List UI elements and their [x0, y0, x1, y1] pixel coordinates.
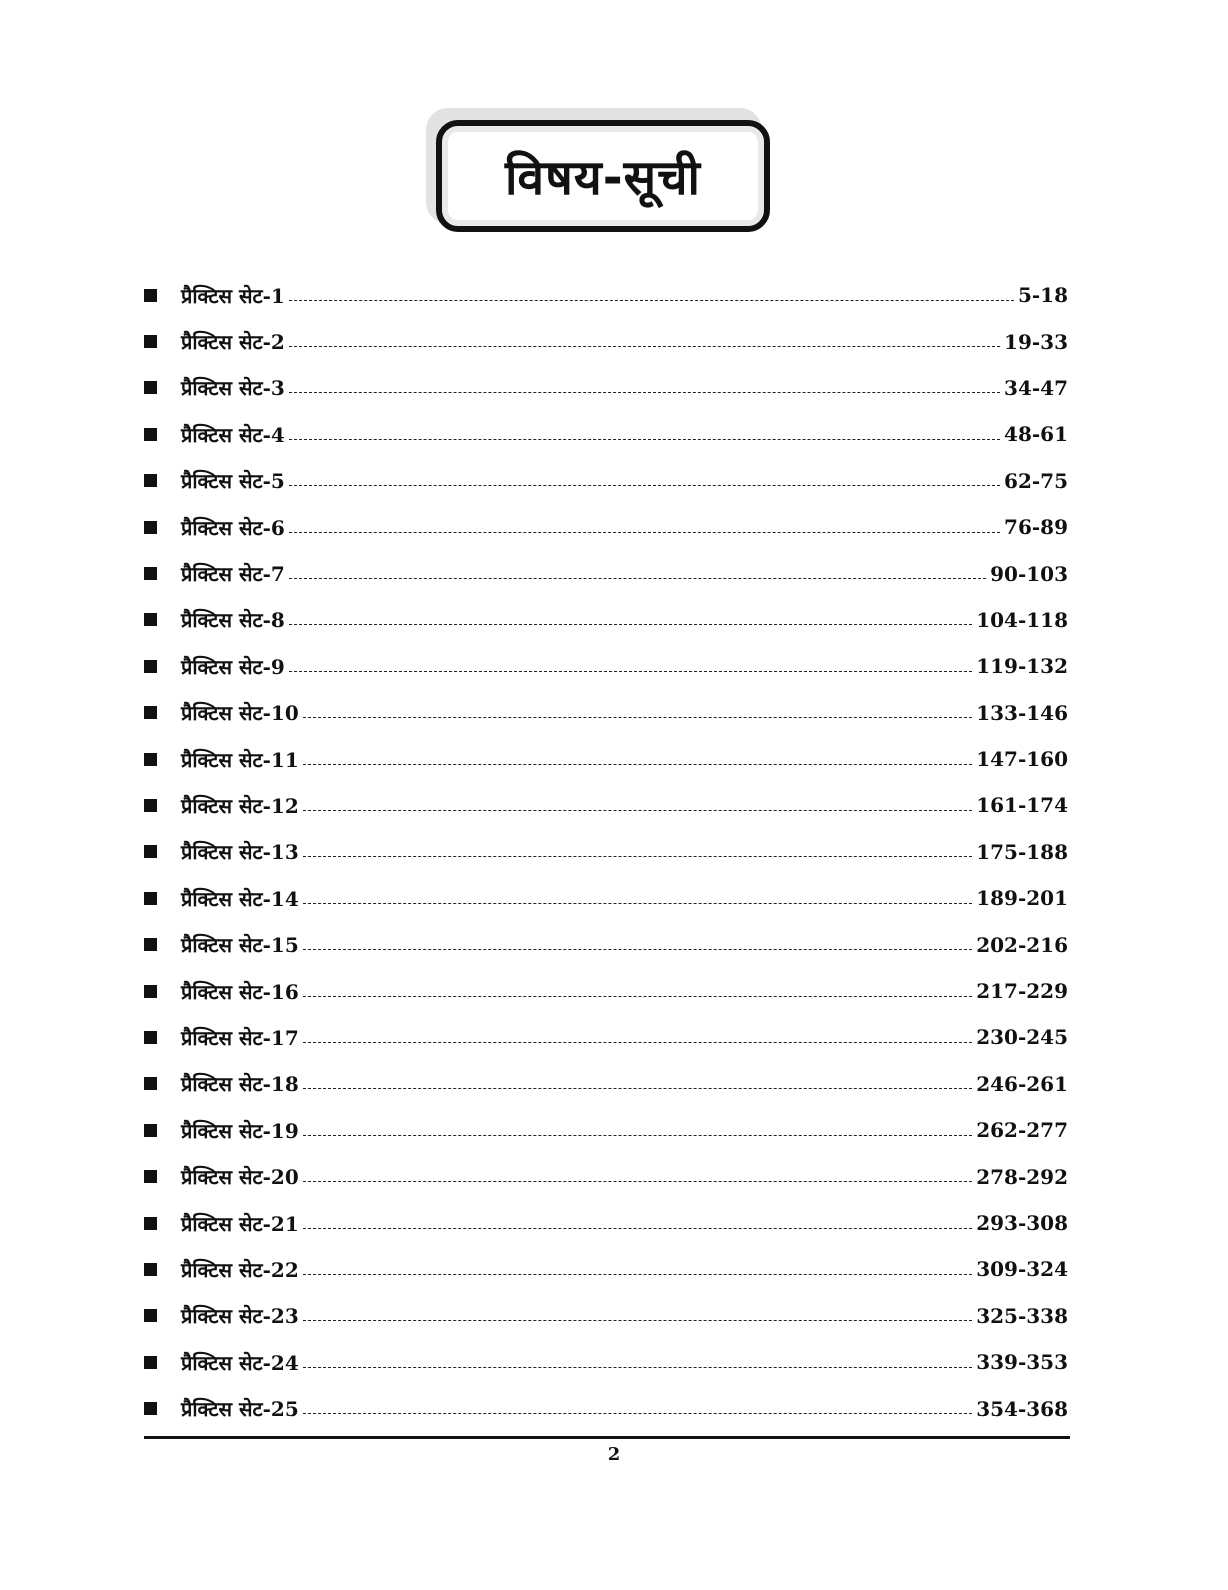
- toc-entry[interactable]: [144, 1200, 1068, 1246]
- toc-entry[interactable]: [144, 318, 1068, 364]
- toc-entry[interactable]: [144, 829, 1068, 875]
- toc-entry[interactable]: [144, 736, 1068, 782]
- dot-leader: [289, 300, 1014, 301]
- dot-leader: [289, 624, 972, 625]
- toc-entry-pages: 175-188: [976, 839, 1068, 864]
- dot-leader: [289, 578, 986, 579]
- toc-entry-pages: 293-308: [976, 1211, 1068, 1235]
- toc-entry-pages: 119-132: [976, 654, 1068, 679]
- toc-entry[interactable]: [144, 1153, 1068, 1199]
- dot-leader: [303, 1274, 972, 1275]
- dot-leader: [303, 949, 972, 950]
- square-bullet-icon: [144, 1309, 157, 1322]
- toc-entry-pages: 133-146: [976, 700, 1068, 725]
- dot-leader: [303, 717, 972, 718]
- dot-leader: [303, 996, 972, 997]
- dot-leader: [289, 392, 1000, 393]
- toc-entry[interactable]: [144, 1014, 1068, 1060]
- toc-entry-pages: 354-368: [976, 1396, 1068, 1421]
- toc-entry-label: प्रैक्टिस सेट-19: [181, 1118, 299, 1143]
- square-bullet-icon: [144, 1077, 157, 1090]
- toc-entry-pages: 104-118: [976, 607, 1068, 632]
- square-bullet-icon: [144, 613, 157, 626]
- toc-entry[interactable]: [144, 1061, 1068, 1107]
- square-bullet-icon: [144, 938, 157, 951]
- toc-entry-label: प्रैक्टिस सेट-7: [181, 562, 285, 587]
- toc-entry[interactable]: [144, 1385, 1068, 1431]
- page-number: 2: [607, 1444, 621, 1465]
- dot-leader: [289, 671, 972, 672]
- toc-entry[interactable]: [144, 365, 1068, 411]
- toc-entry-label: प्रैक्टिस सेट-3: [181, 376, 285, 401]
- toc-entry-label: प्रैक्टिस सेट-11: [181, 747, 299, 772]
- toc-entry-label: प्रैक्टिस सेट-13: [181, 840, 299, 865]
- square-bullet-icon: [144, 753, 157, 766]
- toc-entry-label: प्रैक्टिस सेट-23: [181, 1304, 299, 1329]
- toc-entry-label: प्रैक्टिस सेट-2: [181, 330, 285, 355]
- toc-entry-label: प्रैक्टिस सेट-1: [181, 283, 285, 308]
- toc-entry-pages: 48-61: [1004, 422, 1068, 447]
- toc-entry-pages: 339-353: [976, 1350, 1068, 1375]
- toc-entry[interactable]: [144, 643, 1068, 689]
- dot-leader: [303, 1088, 972, 1089]
- page-title: विषय-सूची: [505, 149, 701, 206]
- toc-entry-pages: 278-292: [976, 1164, 1068, 1189]
- toc-entry-pages: 246-261: [976, 1071, 1068, 1096]
- square-bullet-icon: [144, 1263, 157, 1276]
- toc-entry[interactable]: [144, 1107, 1068, 1153]
- toc-entry-label: प्रैक्टिस सेट-16: [181, 979, 299, 1004]
- table-of-contents: [144, 272, 1068, 1432]
- dot-leader: [303, 1135, 972, 1136]
- toc-entry[interactable]: [144, 1246, 1068, 1292]
- toc-entry-label: प्रैक्टिस सेट-9: [181, 654, 285, 679]
- toc-entry-label: प्रैक्टिस सेट-5: [181, 469, 285, 494]
- toc-entry[interactable]: [144, 921, 1068, 967]
- square-bullet-icon: [144, 521, 157, 534]
- toc-entry-pages: 147-160: [976, 747, 1068, 772]
- toc-entry-pages: 19-33: [1004, 329, 1068, 354]
- toc-entry-pages: 62-75: [1004, 468, 1068, 493]
- toc-entry-label: प्रैक्टिस सेट-8: [181, 608, 285, 633]
- square-bullet-icon: [144, 892, 157, 905]
- toc-entry[interactable]: [144, 968, 1068, 1014]
- toc-entry-pages: 325-338: [976, 1303, 1068, 1328]
- square-bullet-icon: [144, 799, 157, 812]
- toc-entry-label: प्रैक्टिस सेट-10: [181, 701, 299, 726]
- toc-entry[interactable]: [144, 504, 1068, 550]
- toc-entry[interactable]: [144, 1339, 1068, 1385]
- square-bullet-icon: [144, 1356, 157, 1369]
- toc-entry-pages: 76-89: [1004, 515, 1068, 540]
- square-bullet-icon: [144, 1031, 157, 1044]
- dot-leader: [289, 532, 1000, 533]
- dot-leader: [303, 903, 972, 904]
- title-banner: [426, 108, 778, 238]
- dot-leader: [303, 1181, 972, 1182]
- toc-entry-label: प्रैक्टिस सेट-21: [181, 1211, 299, 1236]
- toc-entry-label: प्रैक्टिस सेट-12: [181, 793, 299, 818]
- square-bullet-icon: [144, 381, 157, 394]
- toc-entry-pages: 161-174: [976, 793, 1068, 818]
- toc-entry-label: प्रैक्टिस सेट-18: [181, 1072, 299, 1097]
- dot-leader: [289, 485, 1000, 486]
- toc-entry-pages: 5-18: [1017, 283, 1068, 308]
- square-bullet-icon: [144, 706, 157, 719]
- footer-divider: [144, 1436, 1070, 1439]
- dot-leader: [289, 346, 1000, 347]
- toc-entry[interactable]: [144, 1293, 1068, 1339]
- square-bullet-icon: [144, 985, 157, 998]
- toc-entry-label: प्रैक्टिस सेट-15: [181, 933, 299, 958]
- square-bullet-icon: [144, 474, 157, 487]
- square-bullet-icon: [144, 1217, 157, 1230]
- toc-entry[interactable]: [144, 550, 1068, 596]
- dot-leader: [303, 1228, 972, 1229]
- square-bullet-icon: [144, 289, 157, 302]
- square-bullet-icon: [144, 335, 157, 348]
- toc-entry-pages: 189-201: [976, 886, 1068, 911]
- toc-entry-label: प्रैक्टिस सेट-17: [181, 1025, 299, 1050]
- toc-entry-pages: 90-103: [990, 561, 1068, 586]
- square-bullet-icon: [144, 567, 157, 580]
- dot-leader: [303, 810, 972, 811]
- title-box: [436, 120, 770, 232]
- toc-entry-pages: 309-324: [976, 1257, 1068, 1282]
- square-bullet-icon: [144, 845, 157, 858]
- toc-entry-pages: 262-277: [976, 1118, 1068, 1143]
- toc-entry[interactable]: [144, 782, 1068, 828]
- dot-leader: [303, 1320, 972, 1321]
- square-bullet-icon: [144, 428, 157, 441]
- toc-entry-pages: 217-229: [976, 979, 1068, 1004]
- dot-leader: [303, 856, 972, 857]
- toc-entry-label: प्रैक्टिस सेट-14: [181, 886, 299, 911]
- toc-entry-label: प्रैक्टिस सेट-24: [181, 1350, 299, 1375]
- dot-leader: [303, 1042, 972, 1043]
- toc-entry-label: प्रैक्टिस सेट-22: [181, 1257, 299, 1282]
- toc-entry-pages: 34-47: [1004, 375, 1068, 400]
- dot-leader: [303, 1367, 972, 1368]
- dot-leader: [303, 1413, 972, 1414]
- toc-entry-label: प्रैक्टिस सेट-25: [181, 1397, 299, 1422]
- toc-entry-pages: 230-245: [976, 1025, 1068, 1050]
- dot-leader: [303, 764, 972, 765]
- square-bullet-icon: [144, 1170, 157, 1183]
- toc-entry[interactable]: [144, 875, 1068, 921]
- dot-leader: [289, 439, 1000, 440]
- toc-entry-label: प्रैक्टिस सेट-6: [181, 515, 285, 540]
- toc-entry[interactable]: [144, 411, 1068, 457]
- toc-entry-label: प्रैक्टिस सेट-20: [181, 1165, 299, 1190]
- toc-entry[interactable]: [144, 597, 1068, 643]
- square-bullet-icon: [144, 1402, 157, 1415]
- toc-entry-pages: 202-216: [976, 932, 1068, 957]
- toc-entry[interactable]: [144, 690, 1068, 736]
- square-bullet-icon: [144, 660, 157, 673]
- toc-entry[interactable]: [144, 272, 1068, 318]
- square-bullet-icon: [144, 1124, 157, 1137]
- toc-entry[interactable]: [144, 458, 1068, 504]
- toc-entry-label: प्रैक्टिस सेट-4: [181, 422, 285, 447]
